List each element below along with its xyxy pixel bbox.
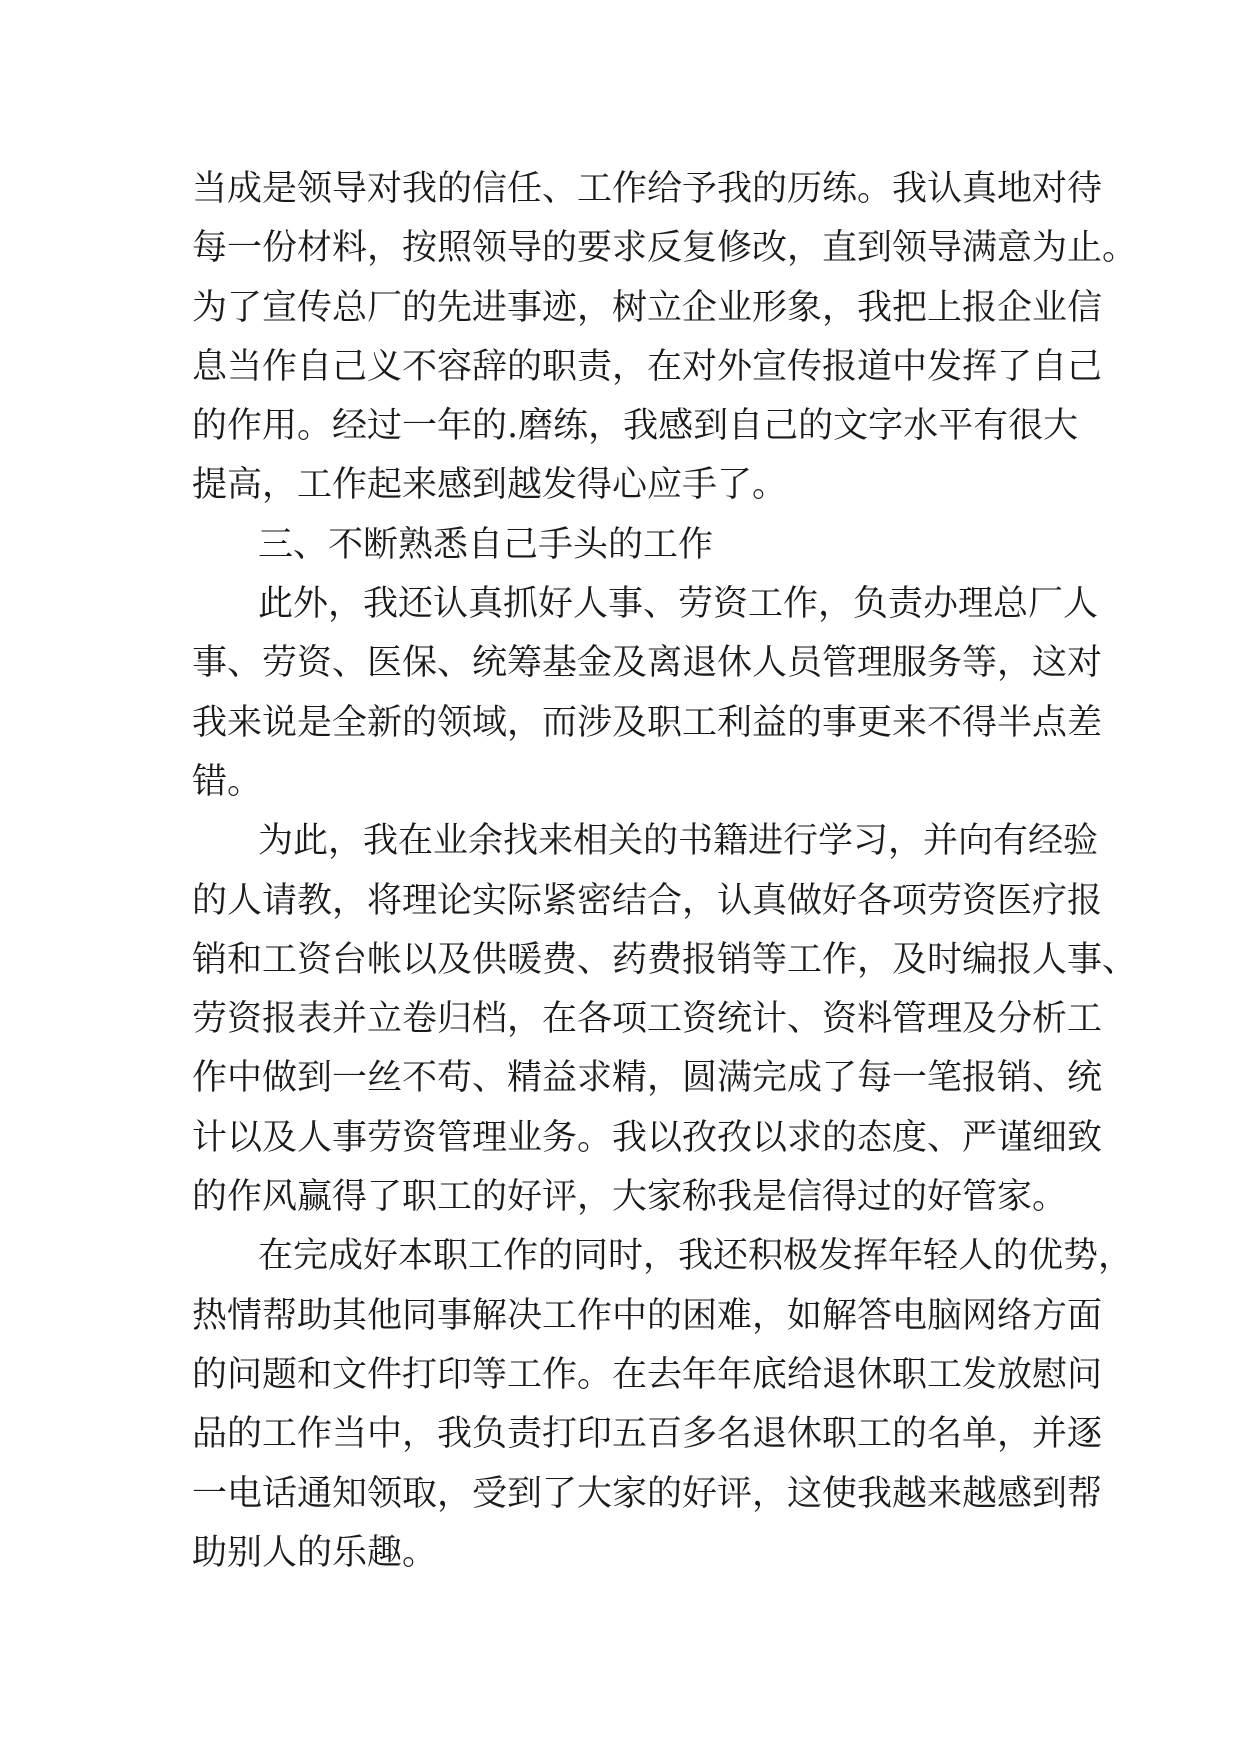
text-line: 一电话通知领取，受到了大家的好评，这使我越来越感到帮 bbox=[192, 1473, 1103, 1514]
text-line: 为此，我在业余找来相关的书籍进行学习，并向有经验 bbox=[258, 821, 1099, 862]
text-line: 每一份材料，按照领导的要求反复修改，直到领导满意为止。 bbox=[192, 228, 1138, 269]
text-line: 劳资报表并立卷归档，在各项工资统计、资料管理及分析工 bbox=[192, 999, 1103, 1040]
text-line: 此外，我还认真抓好人事、劳资工作，负责办理总厂人 bbox=[258, 584, 1099, 625]
text-line: 我来说是全新的领域，而涉及职工利益的事更来不得半点差 bbox=[192, 702, 1103, 743]
text-line: 助别人的乐趣。 bbox=[192, 1532, 438, 1573]
text-line: 热情帮助其他同事解决工作中的困难，如解答电脑网络方面 bbox=[192, 1295, 1103, 1336]
text-line: 错。 bbox=[192, 761, 263, 802]
text-line: 作中做到一丝不苟、精益求精，圆满完成了每一笔报销、统 bbox=[192, 1058, 1103, 1099]
text-line: 为了宣传总厂的先进事迹，树立企业形象，我把上报企业信 bbox=[192, 287, 1103, 328]
text-line: 在完成好本职工作的同时，我还积极发挥年轻人的优势， bbox=[258, 1236, 1134, 1277]
text-line: 事、劳资、医保、统筹基金及离退休人员管理服务等，这对 bbox=[192, 643, 1103, 684]
text-line: 计以及人事劳资管理业务。我以孜孜以求的态度、严谨细致 bbox=[192, 1117, 1103, 1158]
text-line: 息当作自己义不容辞的职责，在对外宣传报道中发挥了自己 bbox=[192, 346, 1103, 387]
text-line: 的作风赢得了职工的好评，大家称我是信得过的好管家。 bbox=[192, 1177, 1068, 1218]
text-line: 当成是领导对我的信任、工作给予我的历练。我认真地对待 bbox=[192, 169, 1103, 209]
section-heading: 三、不断熟悉自己手头的工作 bbox=[258, 524, 714, 565]
document-body bbox=[192, 160, 1138, 1583]
text-line: 品的工作当中，我负责打印五百多名退休职工的名单，并逐 bbox=[192, 1414, 1103, 1455]
text-line: 的人请教，将理论实际紧密结合，认真做好各项劳资医疗报 bbox=[192, 880, 1103, 921]
text-line: 销和工资台帐以及供暖费、药费报销等工作，及时编报人事、 bbox=[192, 939, 1138, 980]
text-line: 提高，工作起来感到越发得心应手了。 bbox=[192, 465, 788, 506]
text-line: 的作用。经过一年的.磨练，我感到自己的文字水平有很大 bbox=[192, 406, 1079, 447]
text-line: 的问题和文件打印等工作。在去年年底给退休职工发放慰问 bbox=[192, 1354, 1103, 1395]
